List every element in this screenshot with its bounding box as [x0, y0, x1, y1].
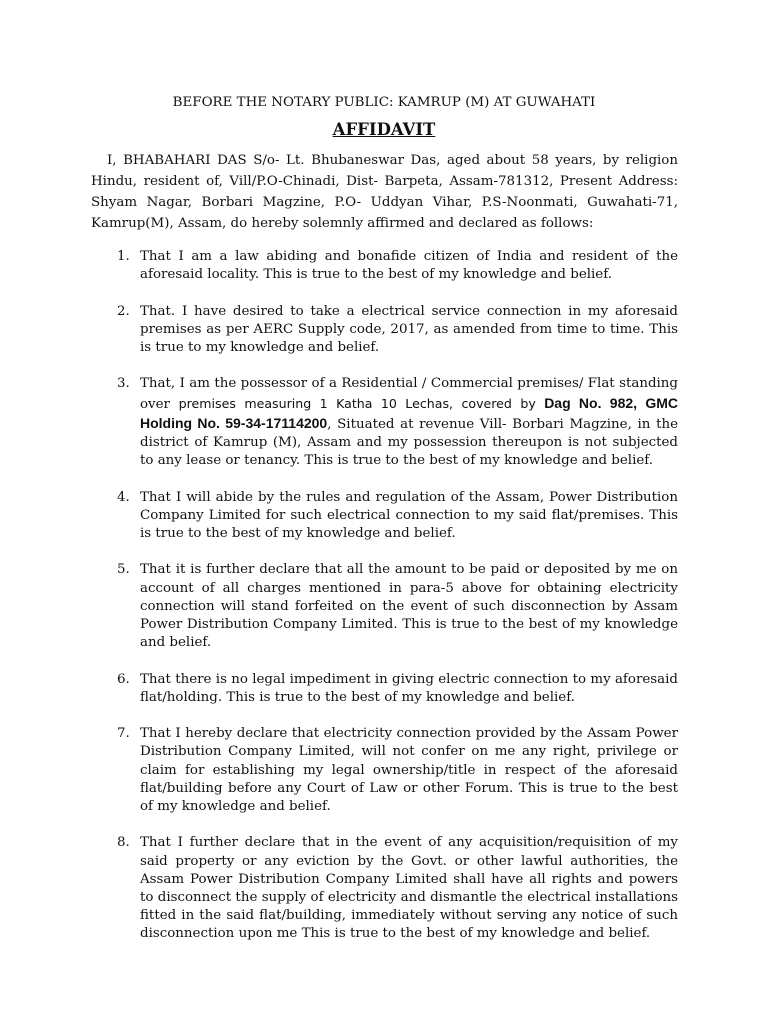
item-number: 2. — [117, 303, 130, 319]
item-text-part3: , Situated at revenue Vill- Borbari Magzine, in the district of Kamrup (M), Assam and my possession thereupon is not subjected to any lease or tenancy. This is true to the best of my knowledge and belief. — [140, 416, 678, 469]
document-title: AFFIDAVIT — [332, 120, 436, 139]
declaration-list — [91, 248, 678, 962]
list-item — [91, 561, 678, 652]
item-number: 8. — [117, 835, 130, 851]
item-text: That I further declare that in the event of any acquisition/requisition of my said property or any eviction by the Govt. or other lawful authorities, the Assam Power Distribution Company Limited shall have all rights and powers to disconnect the supply of electricity and dismantle the electrical installations fitted in the said flat/building, immediately without serving any notice of such disconnection upon me This is true to the best of my knowledge and belief. — [140, 835, 678, 942]
list-item — [91, 489, 678, 544]
item-text: That it is further declare that all the amount to be paid or deposited by me on account of all charges mentioned in para-5 above for obtaining electricity connection will stand forfeited on the event of such disconnection by Assam Power Distribution Company Limited. This is true to the best of my knowledge and belief. — [140, 562, 678, 651]
item-number: 6. — [117, 671, 130, 687]
document-heading: BEFORE THE NOTARY PUBLIC: KAMRUP (M) AT GUWAHATI — [172, 95, 596, 110]
list-item — [91, 375, 678, 470]
item-text: That I am a law abiding and bonafide citizen of India and resident of the aforesaid locality. This is true to the best of my knowledge and belief. — [140, 249, 678, 283]
separator: , — [633, 394, 646, 411]
item-number: 7. — [117, 726, 130, 742]
item-number: 5. — [117, 562, 130, 578]
item-text: That I hereby declare that electricity connection provided by the Assam Power Distribution Company Limited, will not confer on me any right, privilege or claim for establishing my legal ownership/title in respect of the aforesaid flat/building before any Court of Law or other Forum. This is true to the best of my knowledge and belief. — [140, 726, 678, 814]
item-number: 1. — [117, 249, 130, 264]
gmc-holding-number: GMC Holding No. 59-34-17114200 — [140, 394, 678, 431]
item-text-part2: premises measuring 1 Katha 10 Lechas, covered by — [178, 395, 545, 411]
list-item — [91, 303, 678, 358]
dag-number: Dag No. 982 — [544, 394, 634, 411]
item-text: That. I have desired to take a electrical service connection in my aforesaid premises as per AERC Supply code, 2017, as amended from time to time. This is true to my knowledge and belief. — [140, 303, 678, 355]
list-item — [91, 671, 678, 707]
item-number: 4. — [117, 489, 130, 505]
item-text: That I will abide by the rules and regulation of the Assam, Power Distribution Company Limited for such electrical connection to my said flat/premises. This is true to the best of my knowledge and belief. — [140, 489, 678, 541]
intro-paragraph: I, BHABAHARI DAS S/o- Lt. Bhubaneswar Das, aged about 58 years, by religion Hindu, resident of, Vill/P.O-Chinadi, Dist- Barpeta, Assam-781312, Present Address: Shyam Nagar, Borbari Magzine, P.O- Uddyan Vihar, P.S-Noonmati, Guwahati-71, Kamrup(M), Assam, do hereby solemnly affirmed and declared as follows: — [91, 153, 678, 231]
item-text: That there is no legal impediment in giving electric connection to my aforesaid flat/holding. This is true to the best of my knowledge and belief. — [140, 671, 678, 705]
list-item — [91, 834, 678, 943]
item-text-part1: That, I am the possessor of a Residential / Commercial premises/ Flat standing over — [140, 376, 678, 412]
list-item — [91, 248, 678, 284]
list-item — [91, 725, 678, 816]
item-number: 3. — [117, 376, 130, 392]
